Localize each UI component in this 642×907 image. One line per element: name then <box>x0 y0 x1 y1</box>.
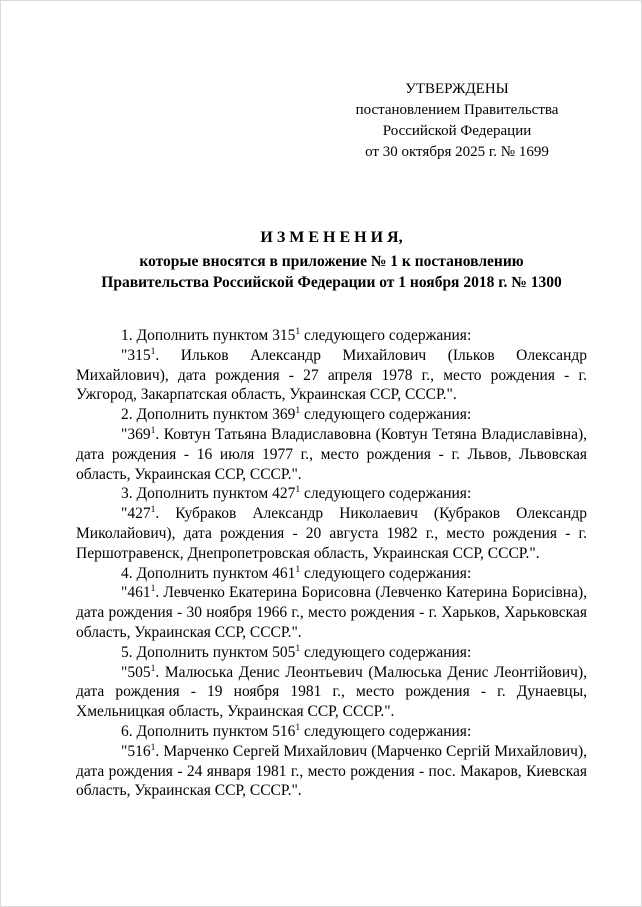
approval-line-2: постановлением Правительства <box>355 102 559 118</box>
paragraph-text: . Ковтун Татьяна Владиславовна (Ковтун Тетяна Владиславівна), дата рождения - 16 июля 1977 г., место рождения - г. Львов, Львовская область, Украинская ССР, СССР.". <box>76 425 587 483</box>
paragraph <box>76 583 587 642</box>
superscript-index: 1 <box>150 662 156 674</box>
paragraph <box>76 504 587 563</box>
superscript-index: 1 <box>150 424 156 436</box>
superscript-index: 1 <box>150 741 156 753</box>
paragraph-text: . Левченко Екатерина Борисовна (Левченко Катерина Борисівна), дата рождения - 30 ноября 1966 г., место рождения - г. Харьков, Харьковская область, Украинская ССР, СССР.". <box>76 584 587 641</box>
document-subtitle <box>76 251 587 293</box>
paragraph <box>76 742 587 801</box>
paragraph-text: "369 <box>121 425 151 443</box>
paragraph <box>76 484 587 504</box>
paragraph-text: следующего содержания: <box>300 485 472 503</box>
paragraph-text: . Ильков Александр Михайлович (Ільков Олександр Михайлович), дата рождения - 27 апреля 1978 г., место рождения - г. Ужгород, Закарпатская область, Украинская ССР, СССР.". <box>76 346 587 404</box>
paragraph <box>76 564 587 584</box>
paragraph-text: следующего содержания: <box>300 643 472 661</box>
document-title: И З М Е Н Е Н И Я, <box>260 229 403 246</box>
page <box>1 1 641 906</box>
document-subtitle-line-1: которые вносятся в приложение № 1 к постановлению <box>139 253 524 270</box>
paragraph-text: . Малюська Денис Леонтьевич (Малюська Денис Леонтійович), дата рождения - 19 ноября 1981 г., место рождения - г. Дунаевцы, Хмельницкая область, Украинская ССР, СССР.". <box>76 663 587 721</box>
paragraph-text: "505 <box>121 663 151 681</box>
document-body <box>76 326 587 801</box>
approval-line-3: Российской Федерации <box>382 123 532 139</box>
paragraph-text: "461 <box>121 584 151 602</box>
paragraph-text: . Марченко Сергей Михайлович (Марченко Сергій Михайлович), дата рождения - 24 января 1981 г., место рождения - пос. Макаров, Киевская область, Украинская ССР, СССР.". <box>76 742 587 800</box>
paragraph-text: 2. Дополнить пунктом 369 <box>121 406 296 424</box>
paragraph-text: 3. Дополнить пунктом 427 <box>121 485 296 503</box>
paragraph-text: следующего содержания: <box>300 406 472 424</box>
approval-block <box>341 79 573 163</box>
paragraph-text: следующего содержания: <box>300 327 472 344</box>
paragraph <box>76 722 587 742</box>
superscript-index: 1 <box>150 345 156 357</box>
paragraph <box>76 643 587 663</box>
paragraph-text: 1. Дополнить пунктом 315 <box>121 327 296 344</box>
superscript-index: 1 <box>295 721 301 733</box>
superscript-index: 1 <box>150 583 156 595</box>
paragraph-text: 4. Дополнить пунктом 461 <box>121 564 296 582</box>
superscript-index: 1 <box>295 563 301 575</box>
paragraph-text: "516 <box>121 742 151 760</box>
paragraph-text: "315 <box>121 346 151 364</box>
paragraph-text: следующего содержания: <box>300 722 472 740</box>
paragraph-text: "427 <box>121 505 151 523</box>
paragraph-text: 5. Дополнить пунктом 505 <box>121 643 296 661</box>
superscript-index: 1 <box>295 484 301 496</box>
paragraph-text: следующего содержания: <box>300 564 472 582</box>
approval-line-1: УТВЕРЖДЕНЫ <box>405 81 509 97</box>
document-subtitle-line-2: Правительства Российской Федерации от 1 ноября 2018 г. № 1300 <box>101 274 562 291</box>
paragraph-text: 6. Дополнить пунктом 516 <box>121 722 296 740</box>
paragraph <box>76 326 587 346</box>
paragraph <box>76 425 587 484</box>
paragraph <box>76 663 587 722</box>
superscript-index: 1 <box>295 325 301 337</box>
paragraph <box>76 346 587 405</box>
paragraph <box>76 405 587 425</box>
superscript-index: 1 <box>295 405 301 417</box>
paragraph-text: . Кубраков Александр Николаевич (Кубраков Олександр Миколайович), дата рождения - 20 августа 1982 г., место рождения - г. Першотравенск, Днепропетровская область, Украинская ССР, СССР.". <box>76 505 587 562</box>
superscript-index: 1 <box>295 642 301 654</box>
approval-line-4: от 30 октября 2025 г. № 1699 <box>365 144 549 160</box>
superscript-index: 1 <box>150 504 156 516</box>
